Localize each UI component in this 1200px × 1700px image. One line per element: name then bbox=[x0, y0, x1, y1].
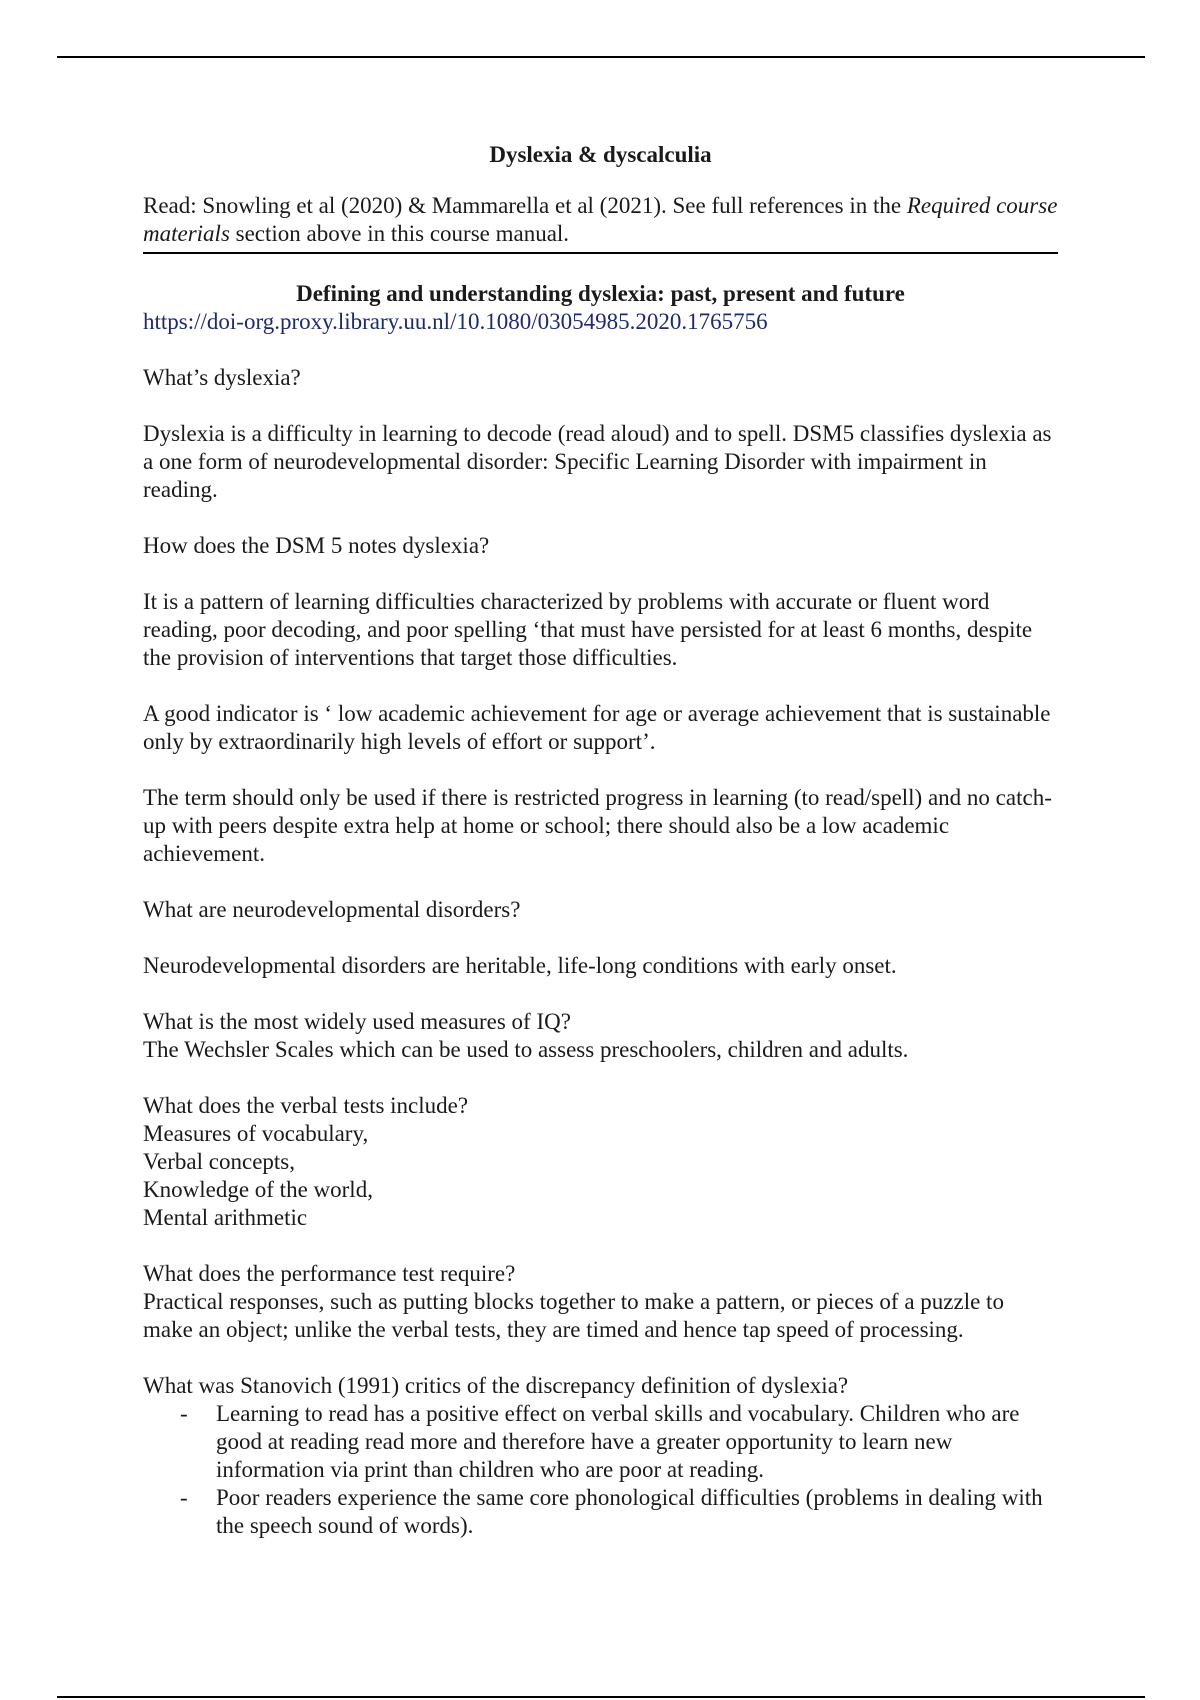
reading-instruction bbox=[143, 192, 1058, 254]
qa-block bbox=[143, 700, 1058, 756]
document-title: Dyslexia & dyscalculia bbox=[489, 142, 712, 167]
paragraph-line: Dyslexia is a difficulty in learning to decode (read aloud) and to spell. DSM5 classifies dyslexia as a one form of neurodevelopmental disorder: Specific Learning Disorder with impairment in reading. bbox=[143, 421, 1052, 502]
bullet-item bbox=[180, 1484, 1058, 1540]
paragraph-line: Practical responses, such as putting blocks together to make a pattern, or pieces of a puzzle to make an object; unlike the verbal tests, they are timed and hence tap speed of processing. bbox=[143, 1289, 1004, 1342]
paragraph-line: Verbal concepts, bbox=[143, 1149, 295, 1174]
doi-link[interactable]: https://doi-org.proxy.library.uu.nl/10.1080/03054985.2020.1765756 bbox=[143, 309, 768, 334]
qa-block bbox=[143, 1008, 1058, 1064]
critique-bullet-list bbox=[143, 1400, 1058, 1540]
bullet-dash-icon: - bbox=[180, 1485, 188, 1510]
bullet-item bbox=[180, 1400, 1058, 1484]
qa-block bbox=[143, 952, 1058, 980]
qa-block bbox=[143, 588, 1058, 672]
paragraph-line: What does the verbal tests include? bbox=[143, 1093, 469, 1118]
paragraph-line: Measures of vocabulary, bbox=[143, 1121, 369, 1146]
bullet-text: Learning to read has a positive effect on verbal skills and vocabulary. Children who are good at reading read more and therefore have a greater opportunity to learn new information via print than children who are poor at reading. bbox=[216, 1401, 1020, 1482]
reading-instruction-text: Read: Snowling et al (2020) & Mammarella et al (2021). See full references in the bbox=[143, 193, 907, 218]
stanovich-question: What was Stanovich (1991) critics of the discrepancy definition of dyslexia? bbox=[143, 1373, 849, 1398]
page-bottom-rule bbox=[57, 1696, 1145, 1698]
article-title: Defining and understanding dyslexia: past, present and future bbox=[296, 281, 905, 306]
reading-instruction-suffix: section above in this course manual. bbox=[229, 221, 570, 246]
paragraph-line: The term should only be used if there is restricted progress in learning (to read/spell) and no catch- up with peers despite extra help at home or school; there should also be a low academic achievement. bbox=[143, 785, 1052, 866]
paragraph-line: The Wechsler Scales which can be used to assess preschoolers, children and adults. bbox=[143, 1037, 909, 1062]
paragraph-line: What’s dyslexia? bbox=[143, 365, 301, 390]
qa-block bbox=[143, 532, 1058, 560]
qa-block bbox=[143, 364, 1058, 392]
bullet-dash-icon: - bbox=[180, 1401, 188, 1426]
paragraph-line: It is a pattern of learning difficulties characterized by problems with accurate or fluent word reading, poor decoding, and poor spelling ‘that must have persisted for at least 6 months, despite the provision of interventions that target those difficulties. bbox=[143, 589, 1033, 670]
paragraph-line: What is the most widely used measures of IQ? bbox=[143, 1009, 571, 1034]
qa-block bbox=[143, 1092, 1058, 1232]
paragraph-line: What does the performance test require? bbox=[143, 1261, 516, 1286]
paragraph-line: What are neurodevelopmental disorders? bbox=[143, 897, 521, 922]
paragraph-line: A good indicator is ‘ low academic achievement for age or average achievement that is sustainable only by extraordinarily high levels of effort or support’. bbox=[143, 701, 1051, 754]
paragraph-line: Neurodevelopmental disorders are heritable, life-long conditions with early onset. bbox=[143, 953, 897, 978]
qa-block bbox=[143, 784, 1058, 868]
required-materials-italic: Required course materials bbox=[143, 193, 1058, 246]
qa-sections bbox=[143, 364, 1058, 1344]
bullet-text: Poor readers experience the same core phonological difficulties (problems in dealing with the speech sound of words). bbox=[216, 1485, 1043, 1538]
page-top-rule bbox=[57, 56, 1145, 58]
paragraph-line: Knowledge of the world, bbox=[143, 1177, 373, 1202]
qa-block bbox=[143, 896, 1058, 924]
paragraph-line: How does the DSM 5 notes dyslexia? bbox=[143, 533, 490, 558]
qa-block bbox=[143, 1260, 1058, 1344]
document-body bbox=[143, 140, 1058, 1540]
qa-block bbox=[143, 420, 1058, 504]
paragraph-line: Mental arithmetic bbox=[143, 1205, 308, 1230]
